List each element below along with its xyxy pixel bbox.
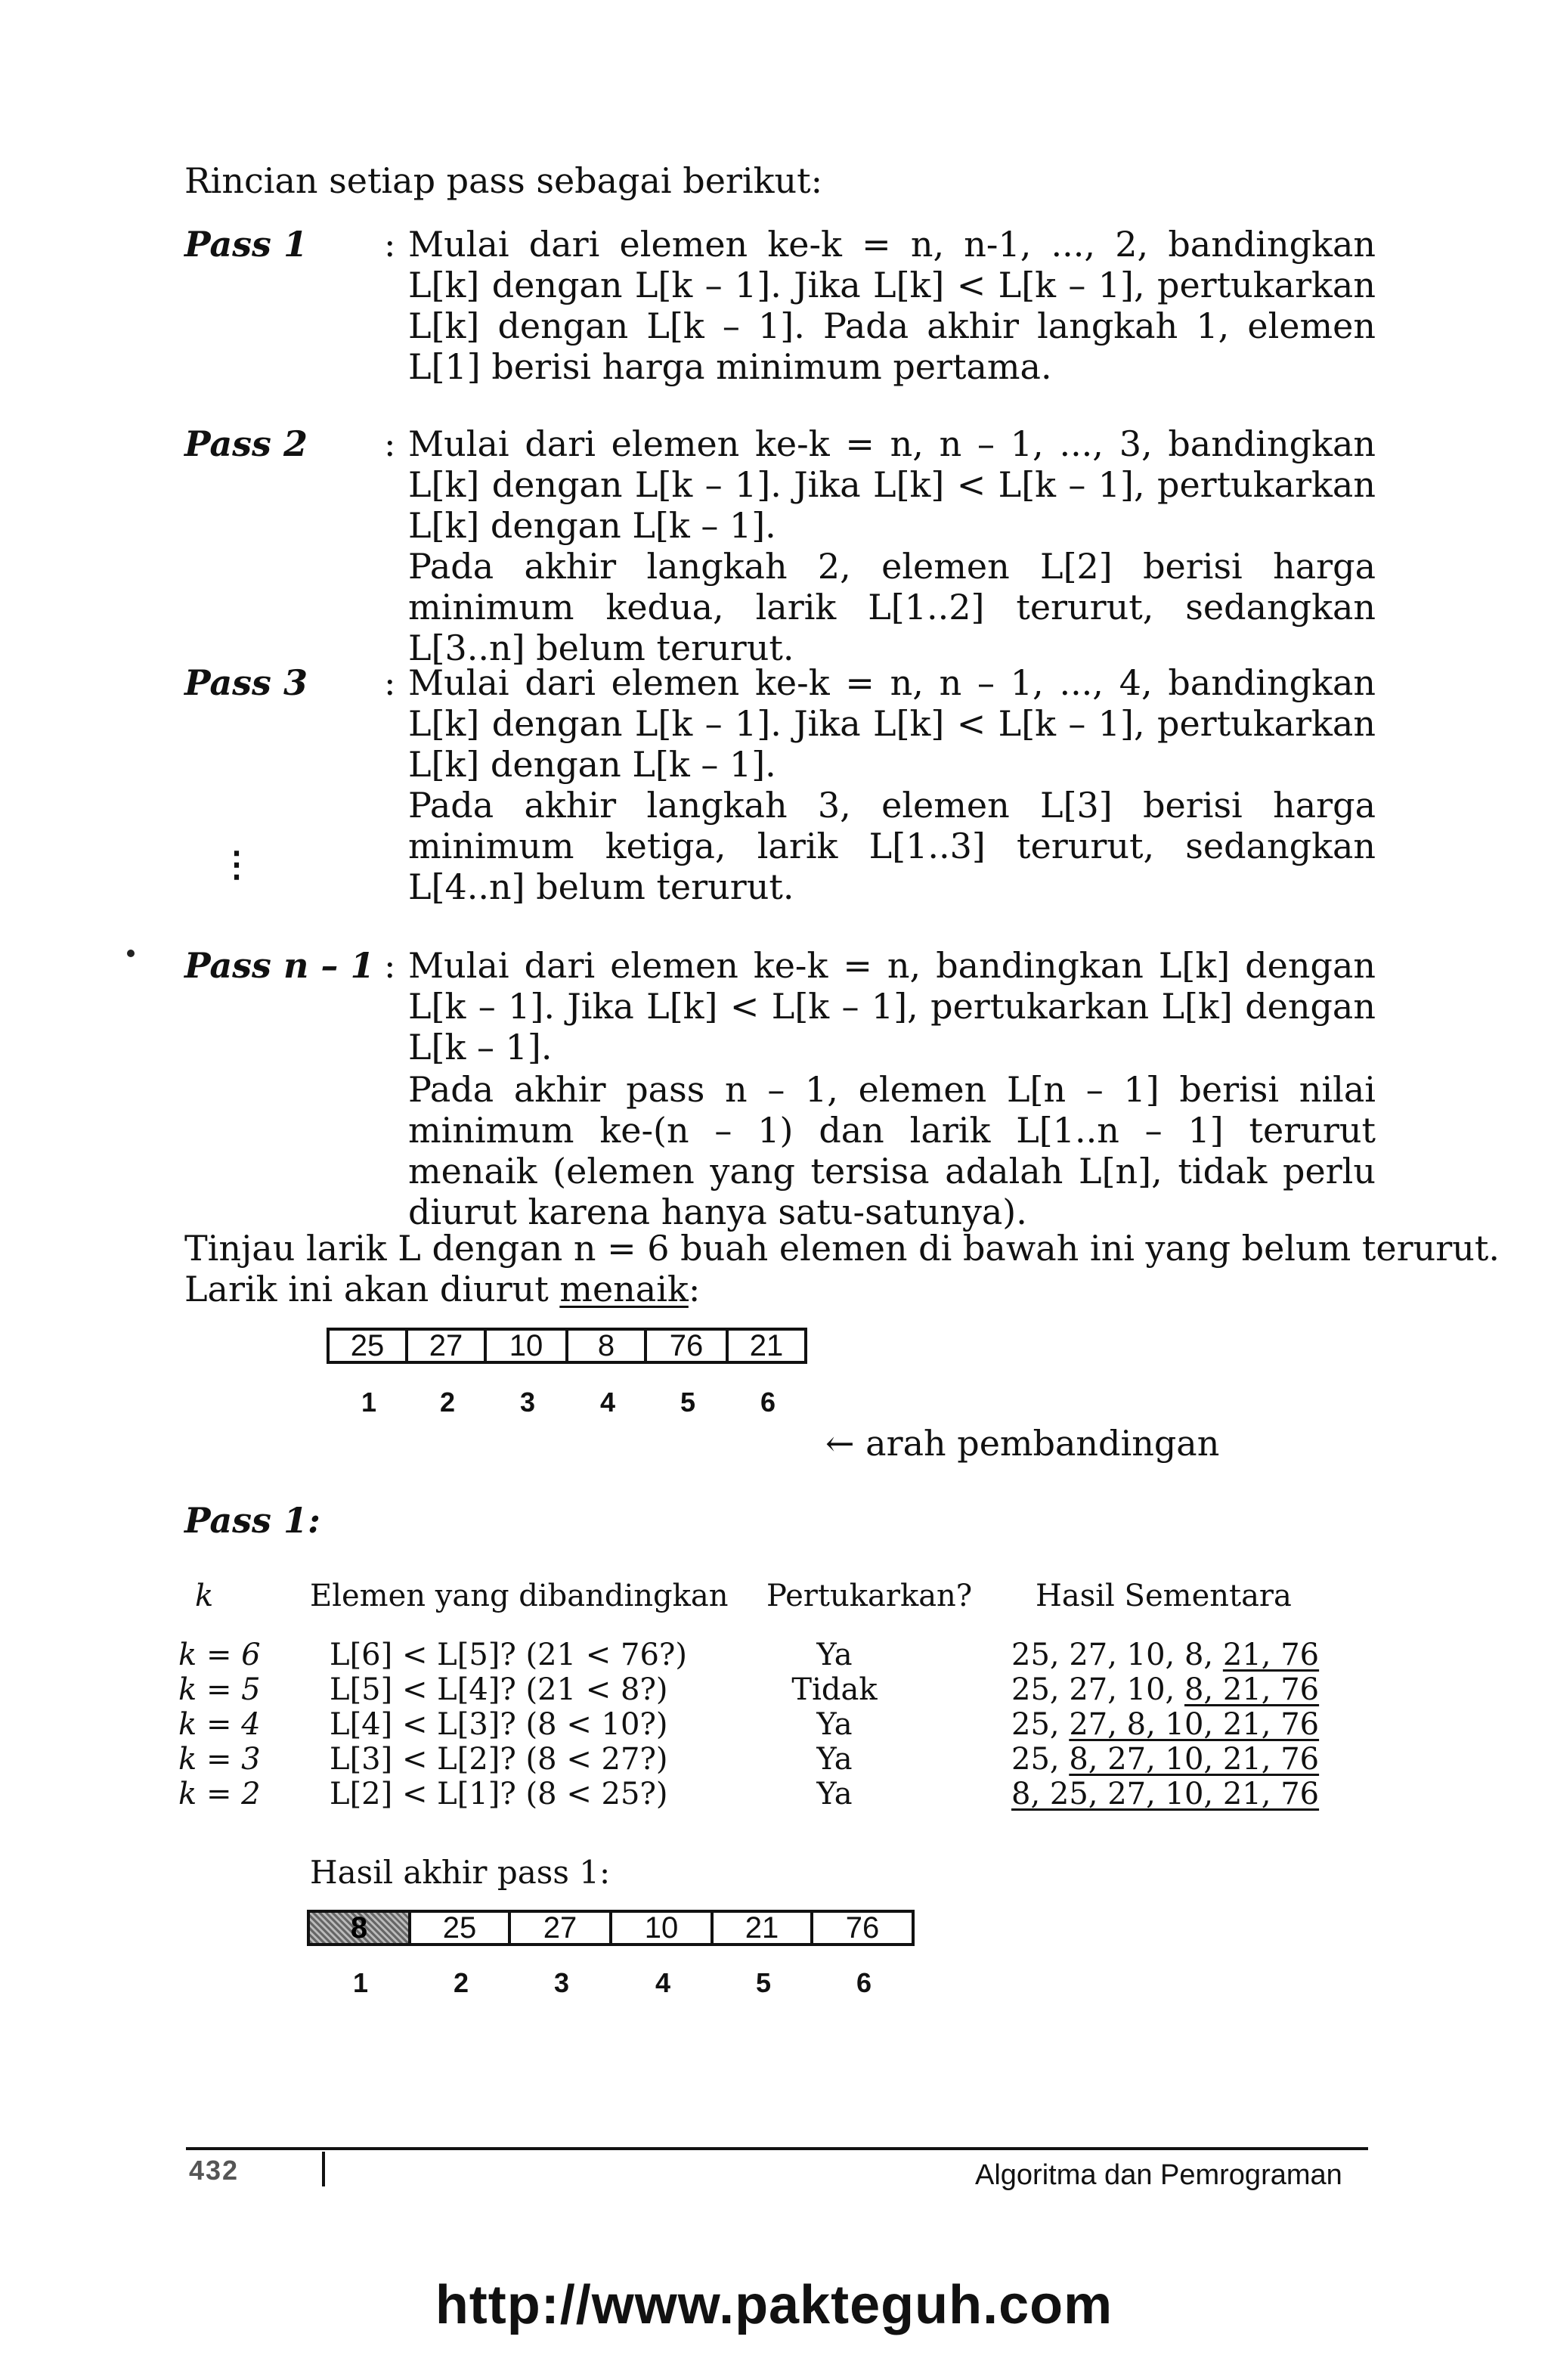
row-k: k = 3	[178, 1742, 261, 1777]
row-k: k = 5	[178, 1672, 261, 1707]
initial-array-indices	[330, 1387, 807, 1418]
array-index: 2	[439, 1387, 456, 1418]
row-result-sorted: 8, 21, 76	[1184, 1672, 1320, 1707]
array-cell: 21	[726, 1331, 804, 1361]
row-swap: Tidak	[791, 1672, 878, 1707]
website-url: http://www.pakteguh.com	[435, 2275, 1113, 2335]
row-swap: Ya	[816, 1742, 853, 1777]
comparison-direction-note: ← arah pembandingan	[825, 1423, 1220, 1464]
row-swap: Ya	[816, 1777, 853, 1811]
row-result	[1011, 1638, 1319, 1672]
pass-3-label: Pass 3	[184, 662, 308, 703]
pass-2-description: Mulai dari elemen ke-k = n, n – 1, ..., 3, bandingkan L[k] dengan L[k – 1]. Jika L[k] < L[k – 1], pertukarkan L[k] dengan L[k – 1].	[408, 423, 1376, 546]
row-result-sorted: 8, 27, 10, 21, 76	[1069, 1742, 1320, 1777]
pass-3-description: Mulai dari elemen ke-k = n, n – 1, ..., 4, bandingkan L[k] dengan L[k – 1]. Jika L[k] < L[k – 1], pertukarkan L[k] dengan L[k – 1].	[408, 662, 1376, 785]
vertical-ellipsis: ⋮	[219, 844, 254, 885]
array-cell: 27	[508, 1913, 609, 1943]
review-line-2-suffix: :	[688, 1269, 701, 1309]
final-array-indices	[310, 1967, 915, 1999]
row-compared: L[3] < L[2]? (8 < 27?)	[330, 1742, 668, 1777]
array-cell-minimum: 8	[310, 1913, 408, 1943]
page-number-divider	[322, 2152, 325, 2186]
array-cell: 25	[350, 1329, 385, 1362]
array-index: 3	[553, 1967, 570, 1998]
pass-2-label: Pass 2	[184, 423, 308, 464]
array-index: 6	[760, 1387, 776, 1418]
array-index: 4	[655, 1967, 671, 1998]
row-result-plain: 25, 27, 10,	[1011, 1672, 1184, 1707]
array-cell: 76	[644, 1331, 726, 1361]
array-index: 4	[599, 1387, 616, 1418]
row-compared: L[5] < L[4]? (21 < 8?)	[330, 1672, 668, 1707]
pass-2-colon: :	[384, 423, 396, 464]
footer-rule	[186, 2147, 1368, 2150]
row-result-sorted: 27, 8, 10, 21, 76	[1069, 1707, 1320, 1742]
table-header-result: Hasil Sementara	[1036, 1579, 1292, 1613]
array-index: 5	[755, 1967, 772, 1998]
book-title: Algoritma dan Pemrograman	[975, 2159, 1342, 2191]
array-cell: 10	[484, 1331, 565, 1361]
pass-3-colon: :	[384, 662, 396, 703]
pass-n-minus-1-colon: :	[384, 945, 396, 986]
row-compared: L[4] < L[3]? (8 < 10?)	[330, 1707, 668, 1742]
table-header-swap: Pertukarkan?	[766, 1579, 973, 1613]
array-index: 2	[453, 1967, 469, 1998]
final-array	[307, 1910, 915, 1946]
pass-n-minus-1-label: Pass n – 1	[184, 945, 375, 986]
array-cell: 10	[609, 1913, 711, 1943]
array-cell: 21	[711, 1913, 810, 1943]
review-line-2-emphasis: menaik	[559, 1269, 689, 1309]
row-result-plain: 25,	[1011, 1742, 1070, 1777]
margin-dot	[127, 950, 135, 957]
array-index: 6	[856, 1967, 872, 1998]
row-compared: L[2] < L[1]? (8 < 25?)	[330, 1777, 668, 1811]
row-k: k = 6	[178, 1638, 261, 1672]
pass-n-minus-1-result: Pada akhir pass n – 1, elemen L[n – 1] berisi nilai minimum ke-(n – 1) dan larik L[1..n – 1] terurut menaik (elemen yang tersisa adalah L[n], tidak perlu diurut karena hanya satu-satunya).	[408, 1069, 1376, 1232]
row-result-plain: 25,	[1011, 1707, 1070, 1742]
review-line-1: Tinjau larik L dengan n = 6 buah elemen di bawah ini yang belum terurut.	[184, 1228, 1500, 1269]
array-index: 1	[361, 1387, 377, 1418]
page-number: 432	[189, 2155, 240, 2186]
table-header-k: k	[195, 1579, 214, 1613]
row-k: k = 4	[178, 1707, 261, 1742]
review-line-2	[184, 1269, 700, 1309]
array-cell: 27	[405, 1331, 484, 1361]
row-compared: L[6] < L[5]? (21 < 76?)	[330, 1638, 687, 1672]
pass-1-example-title: Pass 1:	[184, 1500, 320, 1541]
array-index: 3	[519, 1387, 536, 1418]
array-cell: 76	[810, 1913, 912, 1943]
row-result-sorted: 8, 25, 27, 10, 21, 76	[1011, 1777, 1320, 1811]
row-result	[1011, 1777, 1319, 1811]
initial-array	[327, 1328, 807, 1364]
pass-1-label: Pass 1	[184, 224, 308, 265]
pass-n-minus-1-description: Mulai dari elemen ke-k = n, bandingkan L[k] dengan L[k – 1]. Jika L[k] < L[k – 1], pertukarkan L[k] dengan L[k – 1].	[408, 945, 1376, 1068]
row-result-sorted: 21, 76	[1222, 1638, 1320, 1672]
row-swap: Ya	[816, 1638, 853, 1672]
table-header-compared: Elemen yang dibandingkan	[310, 1579, 729, 1613]
intro-text: Rincian setiap pass sebagai berikut:	[184, 160, 823, 201]
row-result-plain: 25, 27, 10, 8,	[1011, 1638, 1223, 1672]
pass-2-result: Pada akhir langkah 2, elemen L[2] berisi harga minimum kedua, larik L[1..2] terurut, sedangkan L[3..n] belum terurut.	[408, 546, 1376, 668]
pass-3-result: Pada akhir langkah 3, elemen L[3] berisi harga minimum ketiga, larik L[1..3] terurut, sedangkan L[4..n] belum terurut.	[408, 785, 1376, 907]
row-k: k = 2	[178, 1777, 261, 1811]
array-cell: 8	[565, 1331, 644, 1361]
pass-1-description: Mulai dari elemen ke-k = n, n-1, ..., 2, bandingkan L[k] dengan L[k – 1]. Jika L[k] < L[k – 1], pertukarkan L[k] dengan L[k – 1]. Pada akhir langkah 1, elemen L[1] berisi harga minimum pertama.	[408, 224, 1376, 387]
row-swap: Ya	[816, 1707, 853, 1742]
row-result	[1011, 1707, 1319, 1742]
review-line-2-prefix: Larik ini akan diurut	[184, 1269, 560, 1309]
final-result-label: Hasil akhir pass 1:	[310, 1854, 611, 1891]
pass-1-colon: :	[384, 224, 396, 265]
row-result	[1011, 1742, 1319, 1777]
array-index: 1	[352, 1967, 369, 1998]
array-index: 5	[680, 1387, 696, 1418]
row-result	[1011, 1672, 1319, 1707]
array-cell: 25	[408, 1913, 508, 1943]
